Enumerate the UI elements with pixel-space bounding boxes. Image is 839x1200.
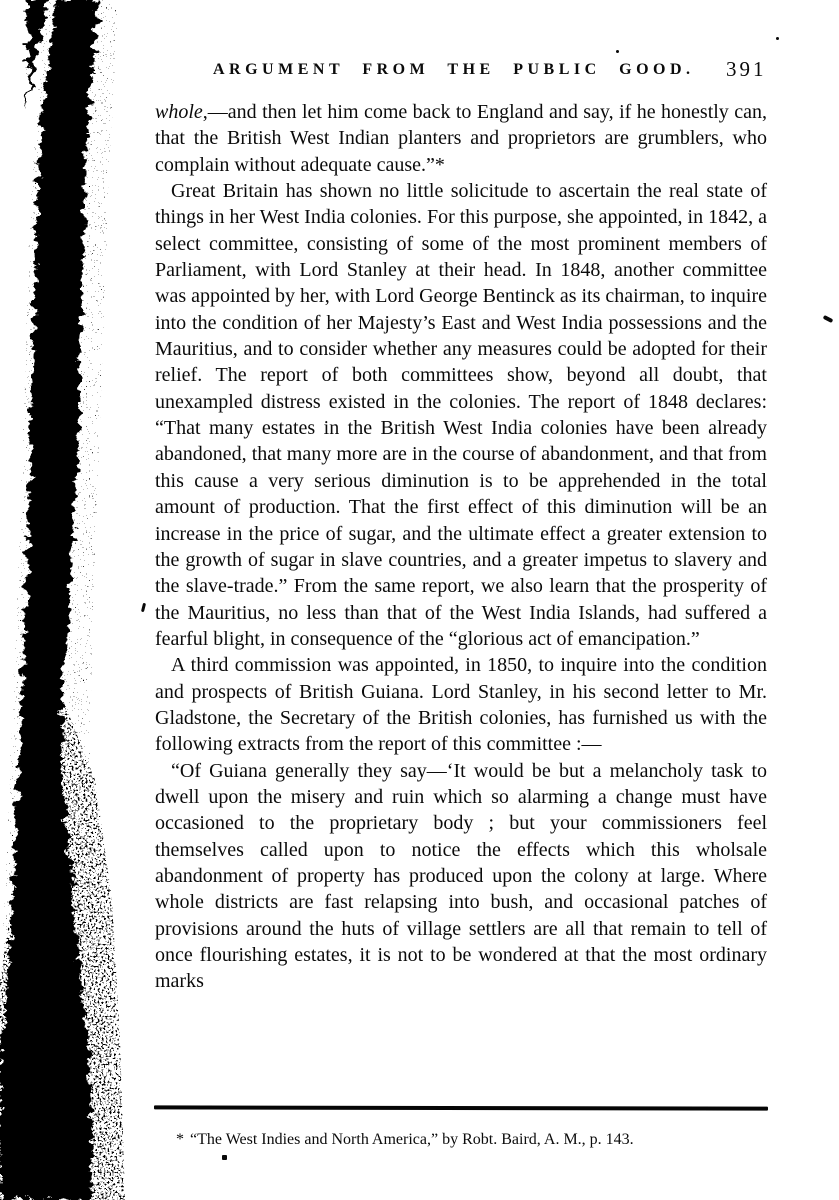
paragraph-text: A third commission was appointed, in 1850, to inquire into the condition and prospects of British Guiana. Lord Stanley, in his second letter to Mr. Gladstone, the Secretary of the British colonies, has furnished us with the following extracts from the report of this committee :— [155, 654, 767, 756]
paragraph-third-commission [155, 652, 767, 757]
italic-lead-word: whole [155, 101, 203, 123]
speck-above-header [616, 50, 619, 53]
paragraph-guiana-quote [155, 758, 767, 995]
footnote-divider-rule [154, 1105, 768, 1110]
speck-left-margin-tick [141, 603, 146, 612]
footnote [176, 1130, 756, 1150]
speck-right-margin-tick [823, 315, 834, 323]
binding-shadow-artifact [0, 0, 170, 1200]
footnote-asterisk-marker: * [176, 1131, 184, 1148]
footnote-text: “The West Indies and North America,” by Robt. Baird, A. M., p. 143. [190, 1131, 634, 1148]
paragraph-great-britain [155, 178, 767, 652]
running-header-title: ARGUMENT FROM THE PUBLIC GOOD. [213, 61, 695, 78]
paragraph-text: ,—and then let him come back to England and say, if he honestly can, that the British West Indian planters and proprietors are grumblers, who complain without adequate cause.”* [155, 101, 767, 176]
speck-below-footnote [222, 1155, 227, 1160]
body-text-column [155, 99, 767, 995]
paragraph-text: Great Britain has shown no little solicitude to ascertain the real state of things in her West India colonies. For this purpose, she appointed, in 1842, a select committee, consisting of some of the most prominent members of Parliament, with Lord Stanley at their head. In 1848, another committee was appointed by her, with Lord George Bentinck as its chairman, to inquire into the condition of her Majesty’s East and West India possessions and the Mauritius, and to consider whether any measures could be adopted for their relief. The report of both committees show, beyond all doubt, that unexampled distress existed in the colonies. The report of 1848 declares: “That many estates in the British West India colonies have been already abandoned, that many more are in the course of abandonment, and that from this cause a very serious diminution is to be apprehended in the total amount of production. That the first effect of this diminution will be an increase in the price of sugar, and the ultimate effect a greater extension to the growth of sugar in slave countries, and a greater impetus to slavery and the slave-trade.” From the same report, we also learn that the prosperity of the Mauritius, no less than that of the West India Islands, had suffered a fearful blight, in consequence of the “glorious act of emancipation.” [155, 180, 768, 650]
paragraph-continuation [155, 99, 767, 178]
paragraph-text: “Of Guiana generally they say—‘It would be but a melancholy task to dwell upon the misery and ruin which so alarming a change must have occasioned to the proprietary body ; but your commissioners feel themselves called upon to notice the effects which this wholsale abandonment of property has produced upon the colony at large. Where whole districts are fast relapsing into bush, and occasional patches of provisions around the huts of village settlers are all that remain to tell of once flourishing estates, it is not to be wondered at that the most ordinary marks [155, 759, 767, 993]
page-number: 391 [726, 57, 767, 81]
speck-top-right [776, 37, 779, 40]
